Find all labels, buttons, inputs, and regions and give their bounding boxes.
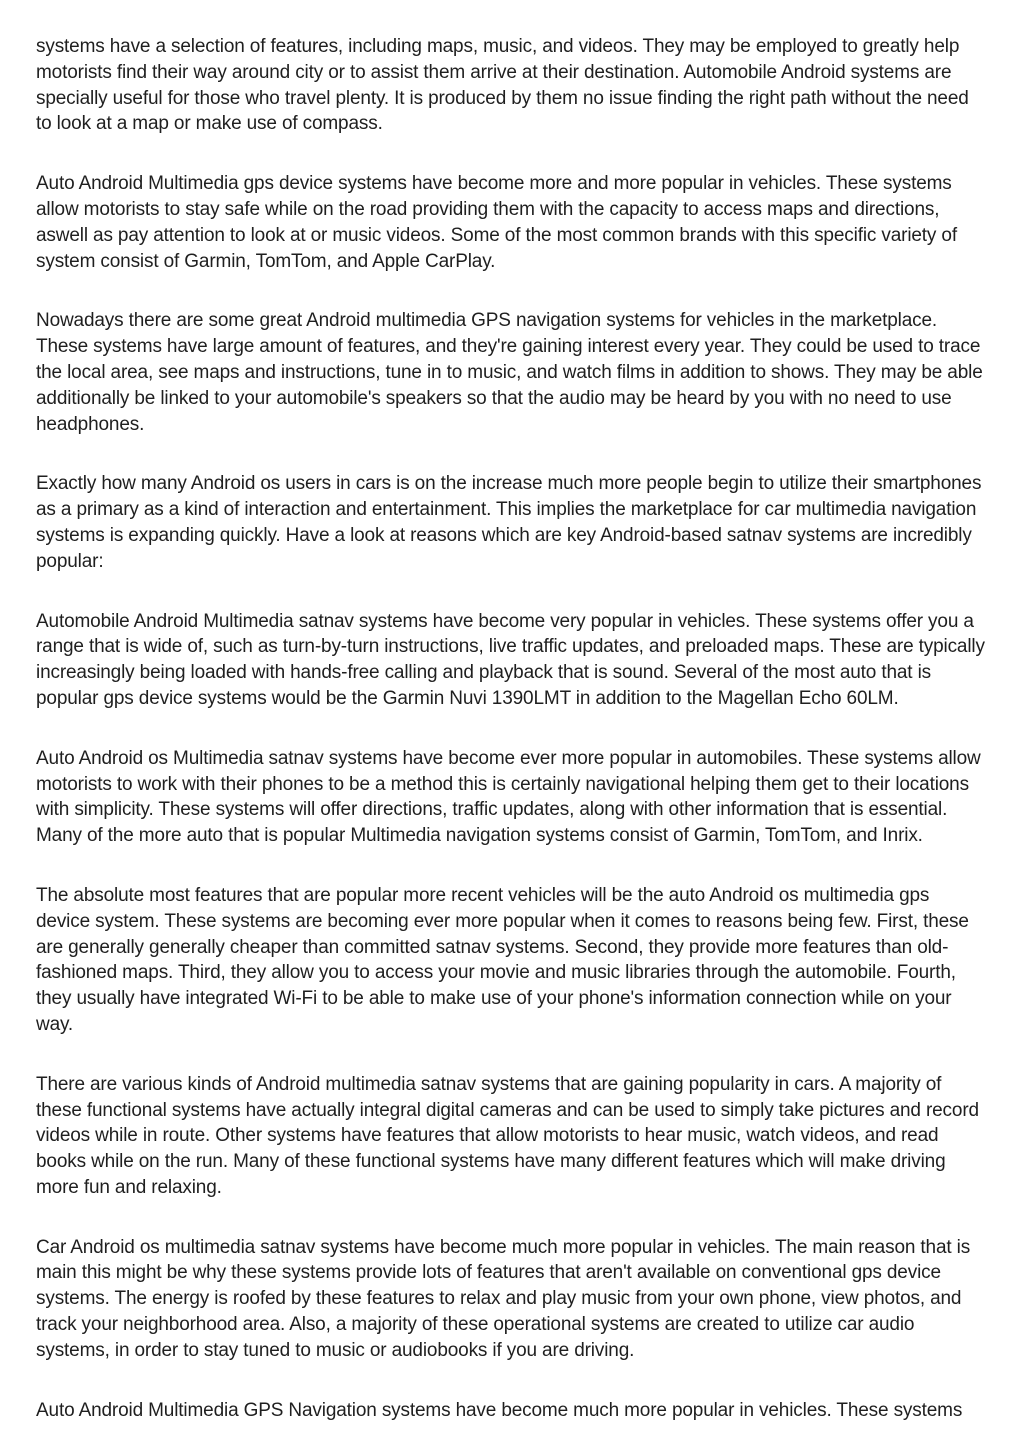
- paragraph: Auto Android Multimedia gps device systems have become more and more popular in vehicles. These systems allow motorists to stay safe while on the road providing them with the capacity to access maps and directions, aswell as pay attention to look at or music videos. Some of the most common brands with this specific variety of system consist of Garmin, TomTom, and Apple CarPlay.: [36, 173, 957, 272]
- paragraph: Nowadays there are some great Android multimedia GPS navigation systems for vehicles in the marketplace. These systems have large amount of features, and they're gaining interest every year. They could be used to trace the local area, see maps and instructions, tune in to music, and watch films in addition to shows. They may be able additionally be linked to your automobile's speakers so that the audio may be heard by you with no need to use headphones.: [36, 310, 983, 435]
- document-body: [36, 34, 988, 1423]
- paragraph: There are various kinds of Android multimedia satnav systems that are gaining popularity in cars. A majority of these functional systems have actually integral digital cameras and can be used to simply take pictures and record videos while in route. Other systems have features that allow motorists to hear music, watch videos, and read books while on the run. Many of these functional systems have many different features which will make driving more fun and relaxing.: [36, 1073, 979, 1198]
- paragraph: Auto Android os Multimedia satnav systems have become ever more popular in automobiles. These systems allow motorists to work with their phones to be a method this is certainly navigational helping them get to their locations with simplicity. These systems will offer directions, traffic updates, along with other information that is essential. Many of the more auto that is popular Multimedia navigation systems consist of Garmin, TomTom, and Inrix.: [36, 747, 981, 847]
- paragraph: Car Android os multimedia satnav systems have become much more popular in vehicles. The main reason that is main this might be why these systems provide lots of features that aren't available on conventional gps device systems. The energy is roofed by these features to relax and play music from your own phone, view photos, and track your neighborhood area. Also, a majority of these operational systems are created to utilize car audio systems, in order to stay tuned to music or audiobooks if you are driving.: [36, 1236, 971, 1361]
- paragraph: Auto Android Multimedia GPS Navigation systems have become much more popular in vehicles. These systems: [36, 1399, 963, 1421]
- paragraph: Exactly how many Android os users in cars is on the increase much more people begin to utilize their smartphones as a primary as a kind of interaction and entertainment. This implies the marketplace for car multimedia navigation systems is expanding quickly. Have a look at reasons which are key Android-based satnav systems are incredibly popular:: [36, 473, 982, 572]
- paragraph: systems have a selection of features, including maps, music, and videos. They may be employed to greatly help motorists find their way around city or to assist them arrive at their destination. Automobile Android systems are specially useful for those who travel plenty. It is produced by them no issue finding the right path without the need to look at a map or make use of compass.: [36, 36, 969, 135]
- paragraph: Automobile Android Multimedia satnav systems have become very popular in vehicles. These systems offer you a range that is wide of, such as turn-by-turn instructions, live traffic updates, and preloaded maps. These are typically increasingly being loaded with hands-free calling and playback that is sound. Several of the most auto that is popular gps device systems would be the Garmin Nuvi 1390LMT in addition to the Magellan Echo 60LM.: [36, 610, 985, 709]
- paragraph: The absolute most features that are popular more recent vehicles will be the auto Android os multimedia gps device system. These systems are becoming ever more popular when it comes to reasons being few. First, these are generally generally cheaper than committed satnav systems. Second, they provide more features than old-fashioned maps. Third, they allow you to access your movie and music libraries through the automobile. Fourth, they usually have integrated Wi-Fi to be able to make use of your phone's information connection while on your way.: [36, 884, 969, 1035]
